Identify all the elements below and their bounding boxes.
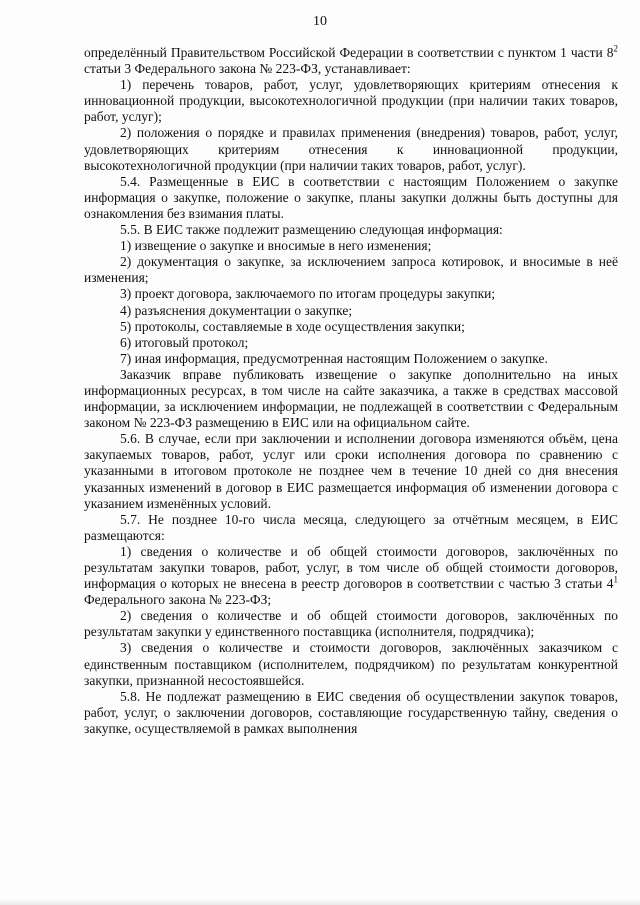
document-text — [84, 45, 618, 737]
paragraph-text: 1) сведения о количестве и об общей стоимости договоров, заключённых по результатам закупки товаров, работ, услуг, в том числе об общей стоимости договоров, информация о которых не внесена в реестр договоров в соответствии с частью 3 статьи 4 — [84, 543, 618, 592]
paragraph-text-tail: Федерального закона № 223-ФЗ; — [84, 592, 272, 608]
list-item: 5) протоколы, составляемые в ходе осуществления закупки; — [120, 318, 465, 334]
clause-5-5: 5.5. В ЕИС также подлежит размещению следующая информация: — [120, 222, 503, 238]
paragraph-continuation — [84, 45, 618, 77]
paragraph: Заказчик вправе публиковать извещение о закупке дополнительно на иных информационных ресурсах, в том числе на сайте заказчика, а также в средствах массовой информации, за исключением информации, не подлежащей в соответствии с Федеральным законом № 223-ФЗ размещению в ЕИС или на официальном сайте. — [84, 366, 618, 431]
list-item: 1) извещение о закупке и вносимые в него изменения; — [120, 238, 432, 254]
scan-edge-shadow — [0, 899, 640, 905]
list-item: 1) перечень товаров, работ, услуг, удовлетворяющих критериям отнесения к инновационной продукции, высокотехнологичной продукции (при наличии таких товаров, работ, услуг); — [84, 77, 618, 125]
clause-5-7: 5.7. Не позднее 10-го числа месяца, следующего за отчётным месяцем, в ЕИС размещаются: — [84, 511, 618, 543]
clause-5-6: 5.6. В случае, если при заключении и исполнении договора изменяются объём, цена закупаемых товаров, работ, услуг или сроки исполнения договора по сравнению с указанными в итоговом протоколе не позднее чем в течение 10 дней со дня внесения указанных изменений в договор в ЕИС размещается информация об изменении договора с указанием изменённых условий. — [84, 431, 618, 511]
list-item: 4) разъяснения документации о закупке; — [120, 302, 353, 318]
paragraph-text: определённый Правительством Российской Федерации в соответствии с пунктом 1 части 8 — [84, 45, 614, 60]
list-item — [84, 544, 618, 608]
list-item: 3) сведения о количестве и стоимости договоров, заключённых заказчиком с единственным поставщиком (исполнителем, подрядчиком) по результатам конкурентной закупки, признанной несостоявшейся. — [84, 640, 618, 688]
clause-5-8: 5.8. Не подлежат размещению в ЕИС сведения об осуществлении закупок товаров, работ, услуг, о заключении договоров, составляющие государственную тайну, сведения о закупке, осуществляемой в рамках выполнения — [84, 688, 618, 736]
list-item: 2) положения о порядке и правилах применения (внедрения) товаров, работ, услуг, удовлетворяющих критериям отнесения к инновационной продукции, высокотехнологичной продукции (при наличии таких товаров, работ, услуг). — [84, 125, 618, 173]
list-item: 2) сведения о количестве и об общей стоимости договоров, заключённых по результатам закупки у единственного поставщика (исполнителя, подрядчика); — [84, 608, 618, 640]
list-item: 3) проект договора, заключаемого по итогам процедуры закупки; — [120, 286, 496, 302]
superscript: 2 — [613, 43, 618, 54]
superscript: 1 — [613, 574, 618, 585]
list-item: 2) документация о закупке, за исключением запроса котировок, и вносимые в неё изменения; — [84, 254, 618, 286]
list-item: 7) иная информация, предусмотренная настоящим Положением о закупке. — [120, 350, 548, 366]
clause-5-4: 5.4. Размещенные в ЕИС в соответствии с настоящим Положением о закупке информация о закупке, положение о закупке, планы закупки должны быть доступны для ознакомления без взимания платы. — [84, 173, 618, 221]
page-number: 10 — [313, 14, 327, 29]
paragraph-text-tail: статьи 3 Федерального закона № 223-ФЗ, устанавливает: — [84, 61, 411, 77]
list-item: 6) итоговый протокол; — [120, 334, 249, 350]
